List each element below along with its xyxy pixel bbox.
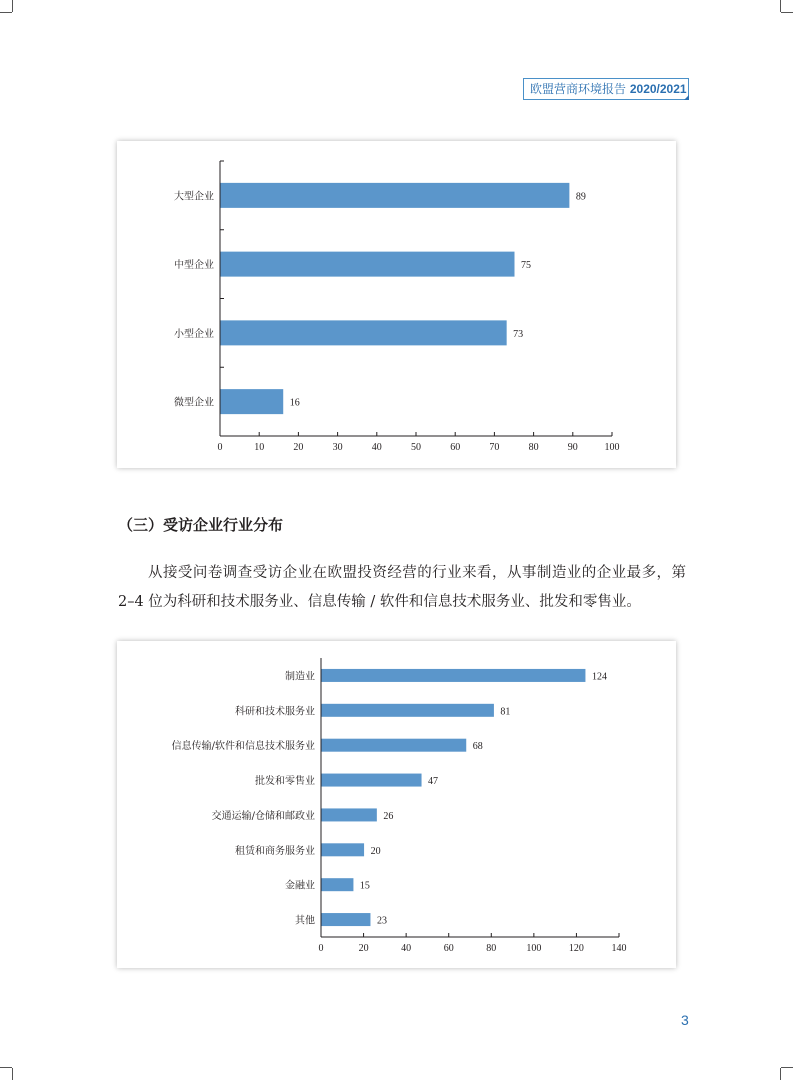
bar [322, 669, 586, 682]
x-tick-label: 100 [526, 943, 542, 954]
bar [322, 878, 354, 891]
data-label: 124 [591, 671, 607, 683]
crop-mark [12, 1068, 13, 1080]
x-tick-label: 0 [217, 442, 223, 453]
x-tick-label: 60 [443, 943, 454, 954]
crop-mark [0, 1067, 12, 1068]
page-number: 3 [681, 1012, 689, 1028]
crop-mark [780, 1068, 781, 1080]
bar [221, 252, 515, 277]
data-label: 23 [376, 915, 387, 927]
bar [221, 183, 570, 208]
x-tick-label: 90 [567, 442, 578, 453]
x-tick-label: 0 [318, 943, 324, 954]
category-label: 制造业 [285, 671, 315, 683]
industry-chart-svg [117, 641, 676, 968]
bar [322, 774, 422, 787]
category-label: 交通运输/仓储和邮政业 [211, 810, 315, 822]
bar [322, 704, 494, 717]
data-label: 75 [521, 260, 531, 272]
data-label: 16 [289, 397, 300, 409]
x-tick-label: 60 [450, 442, 461, 453]
x-tick-label: 100 [604, 442, 620, 453]
bar [322, 843, 365, 856]
section-title: （三）受访企业行业分布 [118, 516, 284, 534]
category-label: 小型企业 [174, 328, 214, 340]
category-label: 批发和零售业 [255, 776, 315, 788]
body-paragraph: 从接受问卷调查受访企业在欧盟投资经营的行业来看，从事制造业的企业最多，第2–4 位为科研和技术服务业、信息传输 / 软件和信息技术服务业、批发和零售业。 [118, 565, 686, 610]
running-header [523, 78, 689, 100]
x-tick-label: 140 [611, 943, 627, 954]
category-label: 信息传输/软件和信息技术服务业 [171, 741, 315, 753]
crop-mark [0, 12, 12, 13]
crop-mark [780, 0, 781, 12]
header-corner-mark [684, 95, 689, 100]
data-label: 15 [359, 880, 370, 892]
category-label: 科研和技术服务业 [235, 706, 315, 718]
x-tick-label: 70 [489, 442, 500, 453]
category-label: 中型企业 [174, 260, 214, 272]
company-size-chart-svg [117, 141, 676, 468]
x-tick-label: 40 [401, 943, 412, 954]
data-label: 26 [383, 810, 394, 822]
x-tick-label: 10 [254, 442, 265, 453]
data-label: 68 [472, 741, 483, 753]
bar [322, 739, 467, 752]
data-label: 73 [513, 328, 524, 340]
x-tick-label: 120 [568, 943, 584, 954]
header-year: 2020/2021 [629, 82, 687, 96]
category-label: 大型企业 [174, 191, 214, 203]
data-label: 89 [575, 191, 586, 203]
x-tick-label: 20 [293, 442, 304, 453]
crop-mark [781, 1067, 793, 1068]
x-tick-label: 40 [371, 442, 382, 453]
category-label: 租赁和商务服务业 [235, 845, 315, 857]
x-tick-label: 80 [528, 442, 539, 453]
chart-company-size [117, 141, 676, 468]
crop-mark [781, 12, 793, 13]
data-label: 47 [428, 776, 439, 788]
category-label: 其他 [295, 915, 315, 927]
x-tick-label: 30 [332, 442, 343, 453]
header-title: 欧盟营商环境报告 [530, 82, 627, 96]
category-label: 金融业 [285, 880, 315, 892]
x-tick-label: 20 [358, 943, 369, 954]
bar [221, 389, 284, 414]
category-label: 微型企业 [174, 397, 214, 409]
x-tick-label: 80 [486, 943, 497, 954]
bar [221, 320, 507, 345]
crop-mark [12, 0, 13, 12]
bar [322, 808, 377, 821]
bar [322, 913, 371, 926]
x-tick-label: 50 [411, 442, 421, 453]
data-label: 20 [370, 845, 381, 857]
chart-industry-distribution [117, 641, 676, 968]
data-label: 81 [500, 706, 511, 718]
